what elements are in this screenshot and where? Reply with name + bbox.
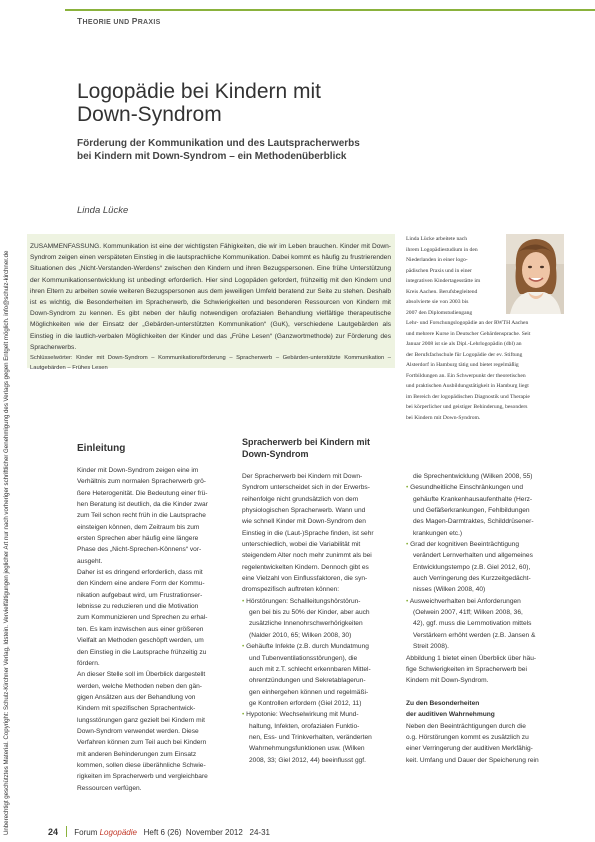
- heading-einleitung: Einleitung: [77, 443, 126, 454]
- text-line: [406, 687, 566, 698]
- bullet-icon: •: [242, 711, 247, 719]
- section-label: [77, 16, 161, 26]
- text-line: mit anderen Behinderungen zum Einsatz: [77, 750, 197, 758]
- bio-line: Linda Lücke arbeitete nach: [406, 236, 468, 242]
- text-line: auch Verringerung des Kurzzeitgedächt-: [413, 575, 531, 583]
- text-line: Verhältnis zum normalen Spracherwerb grö-: [77, 478, 207, 486]
- text-line: ausgeht.: [77, 557, 103, 565]
- text-line: und Gefäßerkrankungen, Fehlbildungen: [413, 507, 530, 515]
- heading-spracherwerb: Spracherwerb bei Kindern mit Down-Syndrom: [242, 437, 371, 459]
- bullet-icon: •: [242, 597, 247, 605]
- bio-line: pädischen Praxis und in einer: [406, 267, 472, 274]
- bio-line: Januar 2008 ist sie als Dipl.-Lehrlogopädin (dbl) an: [406, 341, 522, 347]
- text-line: Verstärkern erhöht werden (z.B. Jansen &: [413, 631, 536, 639]
- subtitle-line-1: Förderung der Kommunikation und des Lautspracherwerbs: [77, 138, 360, 149]
- text-line: (Nalder 2010, 65; Wilken 2008, 30): [249, 631, 352, 639]
- text-line: zum Teil schon recht früh in die Lautsprache: [77, 512, 206, 520]
- bio-line: Alsterdorf in Hamburg tätig und bietet regelmäßig: [406, 362, 519, 368]
- bio-line: integrativen Kindertagesstätte im: [406, 278, 481, 284]
- bullet-icon: •: [406, 597, 410, 605]
- text-line: gen einhergehen können und regelmäßi-: [249, 688, 369, 696]
- page-number: 24: [48, 827, 59, 837]
- text-line: Down-Syndrom verwendet werden. Diese: [77, 727, 199, 735]
- text-line: fördern.: [77, 659, 100, 667]
- text-line: haltung, Infekten, orofazialen Funktio-: [249, 722, 360, 730]
- text-line: Streit 2008).: [413, 643, 449, 651]
- text-line: Phase des „Nicht-Sprechen-Könnens“ vor-: [77, 546, 202, 554]
- bio-line: und mehrere Kurse in Deutscher Gebärdensprache. Seit: [406, 330, 531, 337]
- body-column-1: [77, 465, 232, 794]
- text-line: gen bei bis zu 50% der Kinder, aber auch: [249, 609, 370, 617]
- text-line: Entwicklungstempo (z.B. Giel 2012, 60),: [413, 563, 531, 571]
- text-line: Abbildung 1 bietet einen Überblick über häu-: [406, 654, 537, 662]
- issue-date: November 2012: [185, 828, 243, 837]
- text-line: • Ausweichverhalten bei Anforderungen: [406, 597, 521, 605]
- text-line: einsteigen können, dem Zeitraum bis zum: [77, 523, 200, 531]
- bio-line: bei Kindern mit Down-Syndrom.: [406, 414, 481, 421]
- bio-line: Niederlanden in einer logo-: [406, 257, 468, 263]
- text-line: Kinder mit Down-Syndrom zeigen eine im: [77, 467, 199, 474]
- abstract-text: ZUSAMMENFASSUNG. Kommunikation ist eine der wichtigsten Fähigkeiten, die wir im Leben brauchen. Kinder mit Down-Syndrom zeigen einen verspäteten Einstieg in die lautsprachliche Kommunikation. Dabei kommt es häufig zu frustrierenden Situationen des „Nicht-Verstanden-Werdens“ zwischen den Kindern und ihren Bezugspersonen. Eine frühe Unterstützung der Kommunikationsentwicklung ist unbedingt erforderlich. Hier sind Logopäden gefordert, frühzeitig mit den Kindern und ihren Eltern zu arbeiten sowie weiteren Bezugspersonen aus dem jeweiligen Umfeld beratend zur Seite zu stehen. Deshalb ist es wichtig, die Besonderheiten im Spracherwerb, die Schwierigkeiten und besonderen Ressourcen von Kindern mit Down-Syndrom zu kennen. Es gibt neben der häufig notwendigen orofazialen Behandlung vielfältige therapeutische Möglichkeiten wie der Einsatz der „Gebärden-unterstützten Kommunikation“ (GuK), verschiedene Lautgebärden als Einstieg in die lautlich-verbalen Möglichkeiten der Kinder und das „Frühe Lesen“ (Ganzwortmethode) zur Förderung des Spracherwerbs.: [30, 243, 391, 351]
- copyright-text: Unberechtigt geschütztes Material. Copyright: Schulz-Kirchner Verlag, Idstein. Vervielfältigungen jeglicher Art nur nach vorheriger schriftlicher Genehmigung des Verlags gegen Entgelt möglich. info@schulz-kirchner.de: [3, 250, 10, 835]
- text-line: ßere Heterogenität. Die Bedeutung einer frü-: [77, 489, 208, 497]
- bio-line: Fortbildungen an. Ein Schwerpunkt der theoretischen: [406, 372, 526, 379]
- text-line: gigen Ansätzen aus der Behandlung von: [77, 693, 196, 701]
- text-line: nen, Ess- und Trinkverhalten, veränderten: [249, 733, 372, 741]
- text-line: ge Kontrollen erfordern (Giel 2012, 11): [249, 699, 362, 707]
- bio-line: der Berufsfachschule für Logopädie der ev. Stiftung: [406, 351, 523, 358]
- text-line: der auditiven Wahrnehmung: [406, 711, 495, 719]
- page-footer: [48, 827, 270, 837]
- article-title: [77, 80, 437, 126]
- text-line: ten. Es kam inzwischen aus einer größeren: [77, 625, 204, 633]
- text-line: Vielfalt an Methoden geschöpft werden, um: [77, 637, 204, 645]
- text-line: den Einstieg in die Lautsprache frühzeitig zu: [77, 648, 207, 656]
- text-line: 42), ggf. muss die Lernmotivation mittels: [413, 620, 532, 628]
- author-name: Linda Lücke: [77, 205, 129, 216]
- text-line: Wahrnehmungsfunktionen usw. (Wilken: [249, 745, 365, 753]
- bullet-icon: •: [406, 541, 411, 549]
- text-line: krankungen etc.): [413, 529, 463, 537]
- text-line: ohrentzündungen und Sekretablagerun-: [249, 677, 366, 685]
- bio-line: und praktischen Ausbildungstätigkeit in Hamburg liegt: [406, 383, 529, 389]
- text-line: keit. Umfang und Dauer der Speicherung rein: [406, 756, 539, 764]
- text-line: Zu den Besonderheiten: [406, 699, 480, 707]
- text-line: • Hörstörungen: Schallleitungshörstörun-: [242, 597, 361, 605]
- text-line: verändert Lernverhalten und allgemeines: [413, 552, 533, 560]
- text-line: Neben den Beeinträchtigungen durch die: [406, 722, 526, 730]
- text-line: dromspezifisch auftreten können:: [242, 586, 340, 594]
- keywords-text: Schlüsselwörter: Kinder mit Down-Syndrom – Kommunikationsförderung – Spracherwerb – Gebärden-unterstützte Kommunikation – Lautgebärden – Frühes Lesen: [30, 355, 391, 371]
- bio-line: bei körperlicher und geistiger Behinderung, besonders: [406, 404, 528, 410]
- bio-line: absolvierte sie von 2003 bis: [406, 299, 469, 305]
- bullet-icon: •: [242, 643, 247, 651]
- section-label-part-2: RAXIS: [137, 19, 161, 26]
- text-line: ersten Sprechen aber häufig eine längere: [77, 535, 199, 543]
- bio-line: Kreis Aachen. Berufsbegleitend: [406, 288, 478, 295]
- text-line: unterschiedlich, wobei die Variabilität mit: [242, 541, 361, 549]
- journal-forum: Forum: [74, 828, 98, 837]
- text-line: An dieser Stelle soll im Überblick dargestellt: [77, 671, 206, 679]
- text-line: physiologischen Spracherwerb. Wann und: [242, 507, 366, 515]
- section-label-part-1: HEORIE UND: [82, 19, 132, 26]
- abstract-box: [27, 234, 395, 371]
- text-line: • Grad der kognitiven Beeinträchtigung: [406, 541, 520, 549]
- bio-line: Lehr- und Forschungslogopädie an der RWTH Aachen: [406, 320, 529, 326]
- text-line: regelentwickelten Kindern. Dennoch gibt es: [242, 563, 369, 571]
- text-line: zusätzliche Innenohrschwerhörigkeiten: [249, 620, 363, 628]
- copyright-side-note: [1, 40, 15, 835]
- text-line: kommen, sollen diese überähnliche Schwie-: [77, 761, 206, 769]
- bio-line: im Bereich der logopädischen Diagnostik und Therapie: [406, 393, 530, 400]
- text-line: werden, welche Methoden neben den gän-: [77, 682, 203, 690]
- text-line: nikation aufgebaut wird, um Frustrationser-: [77, 591, 203, 599]
- text-line: den Kindern eine andere Form der Kommu-: [77, 580, 205, 588]
- text-line: Daher ist es dringend erforderlich, dass mit: [77, 569, 203, 577]
- text-line: lungsstörungen ganz gezielt bei Kindern mit: [77, 716, 205, 724]
- subtitle-line-2: bei Kindern mit Down-Syndrom – ein Methodenüberblick: [77, 151, 347, 162]
- issue-number: Heft 6 (26): [143, 828, 182, 837]
- text-line: • Hypotonie: Wechselwirkung mit Mund-: [242, 711, 359, 719]
- text-line: 2008, 33; Giel 2012, 44) beeinflusst ggf.: [249, 756, 366, 764]
- text-line: einer Verringerung der auditiven Merkfähig-: [406, 745, 533, 753]
- section-label-initial-2: P: [131, 16, 138, 26]
- body-column-2: [242, 471, 397, 766]
- text-line: wie schnell Kinder mit Down-Syndrom den: [242, 518, 366, 526]
- text-line: Verfahren können zum Teil auch bei Kindern: [77, 739, 207, 747]
- text-line: lebnisse zu reduzieren und die Motivation: [77, 603, 199, 611]
- text-line: hen Beratung ist deutlich, da die Kinder zwar: [77, 501, 208, 509]
- text-line: Einstieg in die (Laut-)Sprache finden, ist sehr: [242, 529, 374, 537]
- text-line: o.g. Hörstörungen kommt es zusätzlich zu: [406, 733, 529, 741]
- text-line: Der Spracherwerb bei Kindern mit Down-: [242, 473, 363, 480]
- text-line: zum Kommunizieren und Sprechen zu erhal-: [77, 614, 208, 622]
- text-line: • Gesundheitliche Einschränkungen und: [406, 484, 524, 492]
- text-line: reihenfolge nicht grundsätzlich von dem: [242, 495, 359, 503]
- portrait-image: [506, 234, 564, 314]
- text-line: Kindern mit Down-Syndrom.: [406, 677, 489, 685]
- text-line: rigkeiten im Spracherwerb und vergleichbare: [77, 773, 208, 781]
- article-subtitle: [77, 137, 477, 163]
- bio-line: 2007 den Diplomstudiengang: [406, 309, 473, 316]
- page-range: 24-31: [249, 828, 270, 837]
- header-rule: [65, 9, 595, 11]
- section-label-initial-1: T: [77, 16, 83, 26]
- text-line: und Tubenventilationsstörungen), die: [249, 654, 358, 662]
- body-column-3: [406, 471, 566, 766]
- text-line: Ressourcen verfügen.: [77, 784, 142, 792]
- journal-brand: Logopädie: [99, 828, 137, 837]
- text-line: Syndrom unterscheidet sich in der Erwerbs-: [242, 484, 370, 492]
- title-line-1: Logopädie bei Kindern mit: [77, 80, 322, 103]
- author-photo: [506, 234, 564, 314]
- text-line: die Sprechentwicklung (Wilken 2008, 55): [413, 473, 533, 480]
- text-line: fige Schwierigkeiten im Spracherwerb bei: [406, 665, 527, 673]
- text-line: • Gehäufte Infekte (z.B. durch Mundatmung: [242, 643, 369, 651]
- text-line: nisses (Wilken 2008, 40): [413, 586, 486, 594]
- text-line: des Magen-Darmtraktes, Schilddrüsener-: [413, 518, 534, 526]
- text-line: Kindern mit spezifischen Sprachentwick-: [77, 705, 196, 713]
- text-line: auch mit z.T. schlecht erkennbaren Mittel-: [249, 665, 371, 673]
- bullet-icon: •: [406, 484, 411, 492]
- text-line: gehäufte Krankenhausaufenthalte (Herz-: [413, 495, 533, 503]
- text-line: (Oelwein 2007, 41ff; Wilken 2008, 36,: [413, 609, 523, 617]
- text-line: eine Vielzahl von Einflussfaktoren, die syn-: [242, 575, 368, 583]
- bio-line: ihrem Logopädiestudium in den: [406, 246, 478, 253]
- title-line-2: Down-Syndrom: [77, 103, 222, 126]
- text-line: steigendem Alter noch mehr zunimmt als bei: [242, 552, 372, 560]
